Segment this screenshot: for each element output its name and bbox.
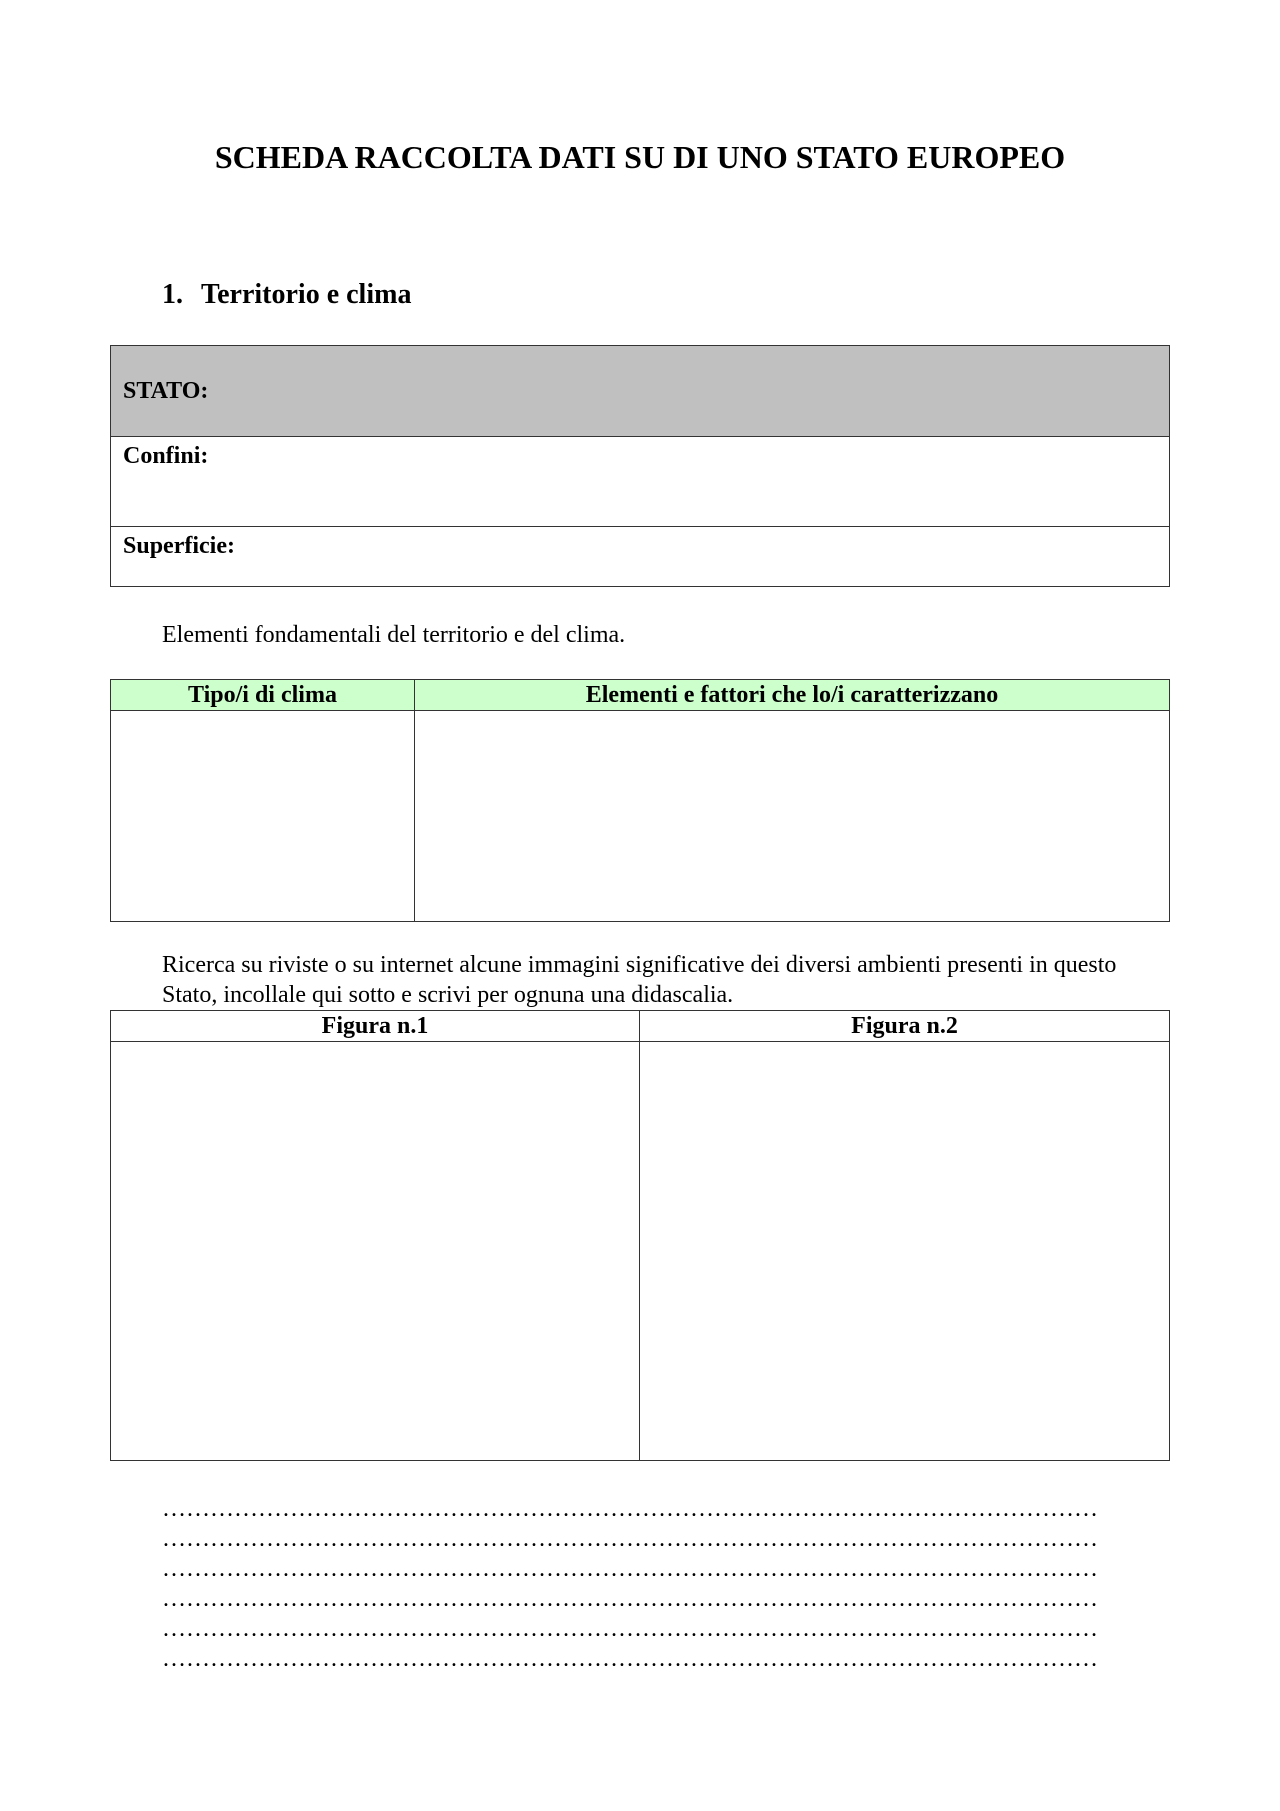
caption-lines <box>162 1494 1162 1674</box>
climate-header-row <box>111 680 1170 711</box>
figure-table <box>110 1010 1170 1461</box>
climate-body-row <box>111 711 1170 922</box>
caption-line[interactable]: ……………………………………………………………………………………………………… <box>162 1556 1098 1582</box>
climate-factors-cell[interactable] <box>415 711 1170 922</box>
climate-table <box>110 679 1170 922</box>
climate-factors-header: Elementi e fattori che lo/i caratterizzano <box>415 680 1170 711</box>
figure-2-cell[interactable] <box>640 1042 1170 1461</box>
caption-line[interactable]: ……………………………………………………………………………………………………… <box>162 1616 1098 1642</box>
section-title: Territorio e clima <box>201 279 412 310</box>
climate-type-header: Tipo/i di clima <box>111 680 415 711</box>
state-row <box>111 346 1170 437</box>
climate-type-cell[interactable] <box>111 711 415 922</box>
figure-body-row <box>111 1042 1170 1461</box>
superficie-label[interactable]: Superficie: <box>111 527 1170 587</box>
confini-label[interactable]: Confini: <box>111 437 1170 527</box>
confini-row <box>111 437 1170 527</box>
climate-intro: Elementi fondamentali del territorio e del clima. <box>162 622 626 648</box>
section-number: 1. <box>162 279 183 310</box>
state-label[interactable]: STATO: <box>111 346 1170 437</box>
caption-line[interactable]: ……………………………………………………………………………………………………… <box>162 1526 1098 1552</box>
figure-2-header: Figura n.2 <box>640 1011 1170 1042</box>
state-info-table <box>110 345 1170 587</box>
figure-1-cell[interactable] <box>111 1042 640 1461</box>
figures-intro: Ricerca su riviste o su internet alcune immagini significative dei diversi ambienti presenti in questo Stato, incollale qui sotto e scrivi per ognuna una didascalia. <box>162 952 1117 1008</box>
caption-line[interactable]: ……………………………………………………………………………………………………… <box>162 1646 1098 1672</box>
figure-header-row <box>111 1011 1170 1042</box>
section-heading <box>162 278 411 312</box>
caption-line[interactable]: ……………………………………………………………………………………………………… <box>162 1586 1098 1612</box>
figure-1-header: Figura n.1 <box>111 1011 640 1042</box>
page-title: SCHEDA RACCOLTA DATI SU DI UNO STATO EUROPEO <box>214 139 1066 175</box>
superficie-row <box>111 527 1170 587</box>
caption-line[interactable]: ……………………………………………………………………………………………………… <box>162 1496 1098 1522</box>
